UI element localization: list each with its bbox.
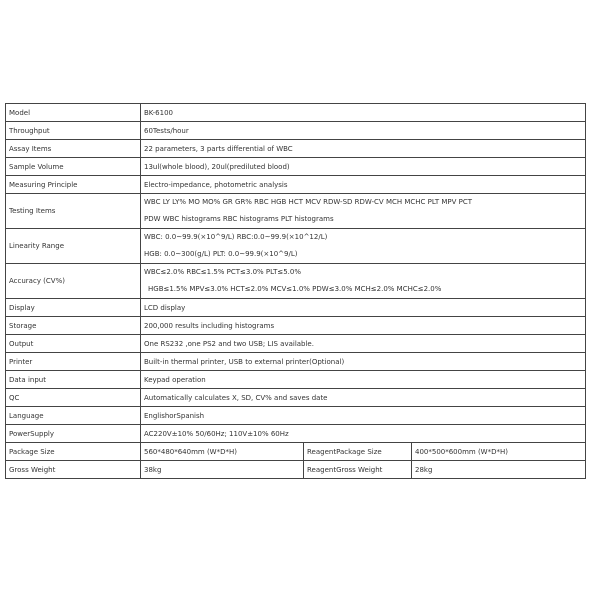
row-linearity-range — [6, 229, 586, 264]
row-value — [141, 229, 586, 264]
row-value: Built-in thermal printer, USB to external printer(Optional) — [141, 353, 586, 371]
row-label: PowerSupply — [6, 425, 141, 443]
testing-items-line-1: WBC LY LY% MO MO% GR GR% RBC HGB HCT MCV RDW-SD RDW-CV MCH MCHC PLT MPV PCT — [144, 198, 472, 206]
row-value — [141, 264, 586, 299]
accuracy-line-2: HGB≤1.5% MPV≤3.0% HCT≤2.0% MCV≤1.0% PDW≤3.0% MCH≤2.0% MCHC≤2.0% — [148, 285, 442, 293]
accuracy-line-1: WBC≤2.0% RBC≤1.5% PCT≤3.0% PLT≤5.0% — [144, 268, 302, 276]
row-value: Keypad operation — [141, 371, 586, 389]
row-label: Storage — [6, 317, 141, 335]
row-value: EnglishorSpanish — [141, 407, 586, 425]
row-model — [6, 104, 586, 122]
row-label: Sample Volume — [6, 158, 141, 176]
row-value: One RS232 ,one PS2 and two USB; LIS available. — [141, 335, 586, 353]
row-value: 38kg — [141, 461, 304, 479]
testing-items-line-2: PDW WBC histograms RBC histograms PLT histograms — [144, 215, 334, 223]
row-value: AC220V±10% 50/60Hz; 110V±10% 60Hz — [141, 425, 586, 443]
row-display — [6, 299, 586, 317]
spec-table — [5, 103, 586, 479]
row-accuracy — [6, 264, 586, 299]
row-value: Automatically calculates X, SD, CV% and saves date — [141, 389, 586, 407]
row-label: Output — [6, 335, 141, 353]
row-label: Assay Items — [6, 140, 141, 158]
linearity-line-1: WBC: 0.0~99.9(×10^9/L) RBC:0.0~99.9(×10^12/L) — [144, 233, 328, 241]
row-label: Gross Weight — [6, 461, 141, 479]
row-data-input — [6, 371, 586, 389]
row-assay-items — [6, 140, 586, 158]
row-label: Measuring Principle — [6, 176, 141, 194]
row-label: Display — [6, 299, 141, 317]
row-output — [6, 335, 586, 353]
row-gross-weight — [6, 461, 586, 479]
row-value-reagent: 400*500*600mm (W*D*H) — [412, 443, 586, 461]
row-label: Printer — [6, 353, 141, 371]
row-label-reagent: ReagentPackage Size — [304, 443, 412, 461]
row-language — [6, 407, 586, 425]
row-value: 13ul(whole blood), 20ul(prediluted blood) — [141, 158, 586, 176]
row-value: 200,000 results including histograms — [141, 317, 586, 335]
row-value: 60Tests/hour — [141, 122, 586, 140]
row-package-size — [6, 443, 586, 461]
row-label: Package Size — [6, 443, 141, 461]
row-value: LCD display — [141, 299, 586, 317]
row-label: Testing Items — [6, 194, 141, 229]
row-value: Electro-impedance, photometric analysis — [141, 176, 586, 194]
row-label: QC — [6, 389, 141, 407]
row-value: 22 parameters, 3 parts differential of WBC — [141, 140, 586, 158]
row-value: BK-6100 — [141, 104, 586, 122]
linearity-line-2: HGB: 0.0~300(g/L) PLT: 0.0~99.9(×10^9/L) — [144, 250, 298, 258]
row-sample-volume — [6, 158, 586, 176]
row-value-reagent: 28kg — [412, 461, 586, 479]
row-storage — [6, 317, 586, 335]
row-label: Data input — [6, 371, 141, 389]
row-testing-items — [6, 194, 586, 229]
row-label: Throughput — [6, 122, 141, 140]
row-value — [141, 194, 586, 229]
row-label: Linearity Range — [6, 229, 141, 264]
row-label: Language — [6, 407, 141, 425]
row-label: Model — [6, 104, 141, 122]
row-power-supply — [6, 425, 586, 443]
row-printer — [6, 353, 586, 371]
row-throughput — [6, 122, 586, 140]
row-measuring-principle — [6, 176, 586, 194]
row-value: 560*480*640mm (W*D*H) — [141, 443, 304, 461]
row-label-reagent: ReagentGross Weight — [304, 461, 412, 479]
row-qc — [6, 389, 586, 407]
row-label: Accuracy (CV%) — [6, 264, 141, 299]
